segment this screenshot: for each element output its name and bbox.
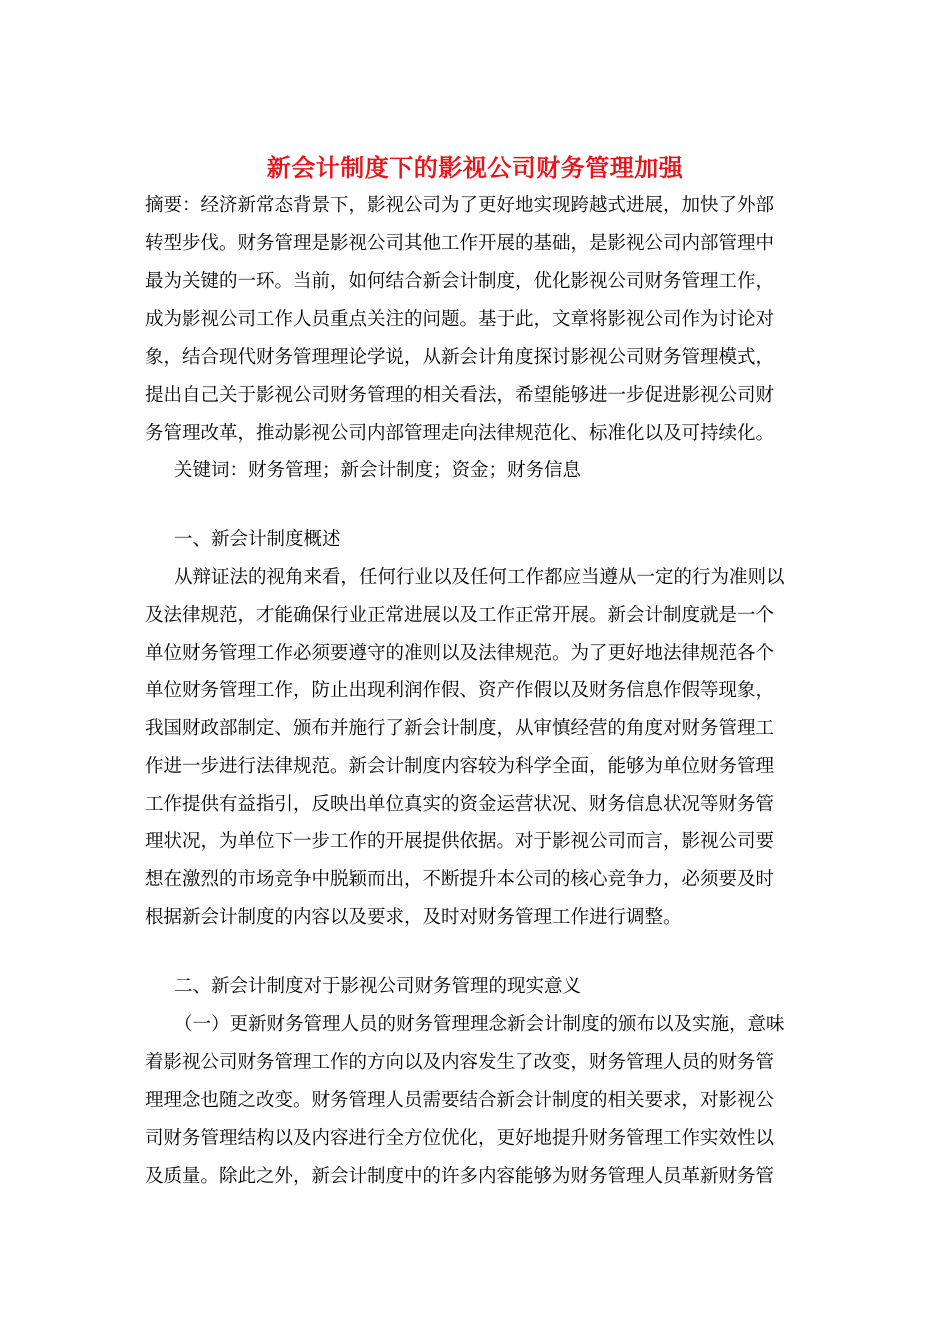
section-1-line: 单位财务管理工作，防止出现利润作假、资产作假以及财务信息作假等现象， [145, 680, 775, 701]
section-2-line: 司财务管理结构以及内容进行全方位优化，更好地提升财务管理工作实效性以 [145, 1128, 775, 1149]
section-1-line: 根据新会计制度的内容以及要求，及时对财务管理工作进行调整。 [145, 907, 682, 928]
section-1-line: 及法律规范，才能确保行业正常进展以及工作正常开展。新会计制度就是一个 [145, 605, 775, 626]
section-2-line: （一）更新财务管理人员的财务管理理念新会计制度的颁布以及实施，意味 [174, 1014, 785, 1035]
section-1-line: 我国财政部制定、颁布并施行了新会计制度，从审慎经营的角度对财务管理工 [145, 718, 775, 739]
section-1-heading: 一、新会计制度概述 [174, 529, 341, 550]
section-1-line: 想在激烈的市场竞争中脱颖而出，不断提升本公司的核心竞争力，必须要及时 [145, 869, 775, 890]
abstract-line: 象，结合现代财务管理理论学说，从新会计角度探讨影视公司财务管理模式， [145, 347, 775, 368]
section-2-line: 理理念也随之改变。财务管理人员需要结合新会计制度的相关要求，对影视公 [145, 1090, 775, 1111]
section-2-heading: 二、新会计制度对于影视公司财务管理的现实意义 [174, 976, 582, 997]
section-1-line: 理状况，为单位下一步工作的开展提供依据。对于影视公司而言，影视公司要 [145, 831, 775, 852]
abstract-line: 务管理改革，推动影视公司内部管理走向法律规范化、标准化以及可持续化。 [145, 423, 775, 444]
abstract-line: 转型步伐。财务管理是影视公司其他工作开展的基础，是影视公司内部管理中 [145, 233, 775, 254]
section-2-line: 着影视公司财务管理工作的方向以及内容发生了改变，财务管理人员的财务管 [145, 1052, 775, 1073]
section-2-line: 及质量。除此之外，新会计制度中的许多内容能够为财务管理人员革新财务管 [145, 1166, 775, 1187]
section-1-line: 单位财务管理工作必须要遵守的准则以及法律规范。为了更好地法律规范各个 [145, 643, 775, 664]
section-1-line: 工作提供有益指引，反映出单位真实的资金运营状况、财务信息状况等财务管 [145, 794, 775, 815]
keywords-line: 关键词：财务管理；新会计制度；资金；财务信息 [174, 460, 582, 481]
section-1-line: 作进一步进行法律规范。新会计制度内容较为科学全面，能够为单位财务管理 [145, 756, 775, 777]
section-1-line: 从辩证法的视角来看，任何行业以及任何工作都应当遵从一定的行为准则以 [174, 567, 785, 588]
abstract-line: 提出自己关于影视公司财务管理的相关看法，希望能够进一步促进影视公司财 [145, 385, 775, 406]
abstract-line: 摘要：经济新常态背景下，影视公司为了更好地实现跨越式进展，加快了外部 [145, 195, 775, 216]
abstract-line: 成为影视公司工作人员重点关注的问题。基于此，文章将影视公司作为讨论对 [145, 309, 775, 330]
document-title: 新会计制度下的影视公司财务管理加强 [266, 153, 684, 182]
abstract-line: 最为关键的一环。当前，如何结合新会计制度，优化影视公司财务管理工作， [145, 271, 775, 292]
